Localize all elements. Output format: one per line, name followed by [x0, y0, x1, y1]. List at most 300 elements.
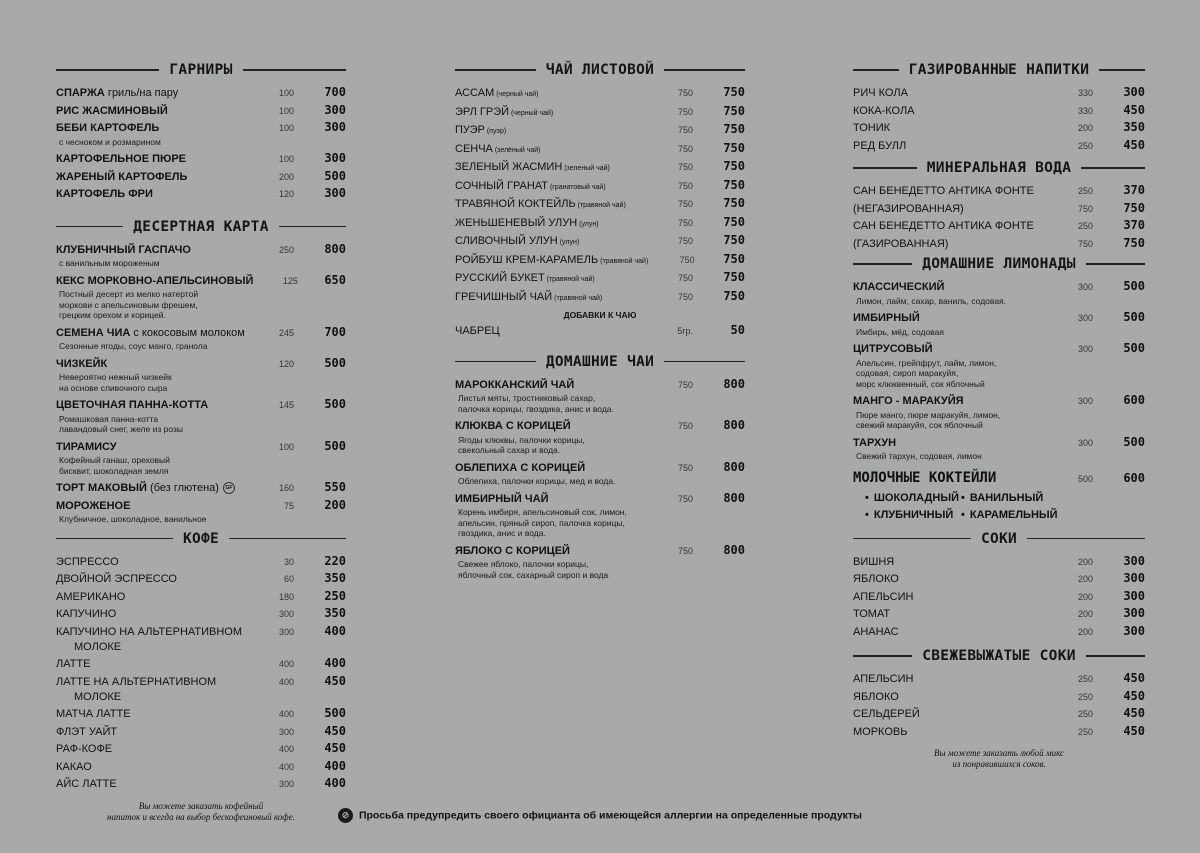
menu-item-row [853, 706, 1145, 723]
menu-item-row [455, 141, 745, 159]
menu-item-row [56, 325, 346, 342]
item-title: РИЧ КОЛА [853, 87, 908, 99]
section-header [56, 219, 346, 235]
description-line: Ягоды клюквы, палочки корицы, [458, 434, 585, 445]
item-type: (гранатовый чай) [548, 183, 606, 191]
item-name [56, 777, 246, 793]
item-price: 750 [723, 140, 745, 155]
item-name [455, 253, 648, 270]
menu-item-row [455, 270, 745, 288]
description-line: апельсин, пряный сироп, палочка корицы, [458, 517, 625, 528]
item-title: КЕКС МОРКОВНО-АПЕЛЬСИНОВЫЙ [56, 274, 254, 287]
item-price: 50 [730, 323, 745, 337]
menu-item-row [853, 689, 1145, 706]
divider-line [243, 69, 346, 70]
menu-item-row [56, 498, 346, 515]
menu-item-row [455, 85, 745, 103]
divider-line [1086, 655, 1145, 656]
item-name [56, 725, 246, 741]
divider-line [664, 69, 745, 70]
divider-line [853, 167, 917, 168]
item-volume: 180 [278, 591, 294, 602]
description-line: Сезонные ягоды, соус манго, гранола [59, 341, 208, 351]
item-name [853, 607, 1045, 623]
item-type: (травяной чай) [544, 276, 595, 283]
menu-item-row [56, 151, 346, 168]
item-volume: 250 [1077, 674, 1093, 684]
item-extra: гриль/на пару [104, 87, 179, 99]
menu-item-row [56, 776, 346, 793]
item-name [853, 342, 1045, 358]
divider-line [853, 263, 912, 264]
menu-item [455, 104, 745, 122]
note-line: Вы можете заказать кофейный [138, 800, 264, 811]
description-line: Постный десерт из мелко натертой [59, 289, 199, 299]
menu-item-row [56, 706, 346, 723]
menu-item-row [455, 178, 745, 196]
item-title: ФЛЭТ УАЙТ [56, 725, 118, 738]
item-volume: 750 [677, 273, 693, 283]
item-name [455, 419, 645, 435]
item-description [56, 258, 346, 269]
menu-item-row [853, 218, 1145, 235]
item-name [56, 398, 246, 414]
item-type: (улун) [557, 239, 580, 246]
menu-item [853, 689, 1145, 706]
item-price: 800 [723, 490, 745, 505]
description-line: содовая, сироп маракуйя, [856, 368, 959, 378]
note-line: напиток и всегда на выбор бескофеиновый кофе. [107, 811, 295, 822]
item-name [455, 234, 645, 251]
section-title: ДОМАШНИЕ ЛИМОНАДЫ [922, 256, 1076, 272]
menu-item [56, 741, 346, 758]
item-volume: 330 [1077, 105, 1093, 116]
item-type: (зеленый чай) [562, 165, 610, 172]
item-title: ЭСПРЕССО [56, 555, 119, 568]
menu-item [56, 103, 346, 120]
divider-line [455, 69, 536, 70]
item-volume: 300 [278, 726, 294, 737]
menu-item-row [56, 759, 346, 776]
divider-line [56, 69, 159, 70]
item-volume: 245 [278, 327, 294, 338]
item-price: 500 [324, 168, 346, 183]
menu-item [56, 325, 346, 352]
menu-item [853, 393, 1145, 431]
item-description [56, 341, 346, 352]
description-line: Облепиха, палочки корицы, мед и вода. [458, 476, 616, 486]
milkshake-header [853, 470, 1145, 486]
item-volume: 750 [1077, 203, 1093, 214]
item-title: СЕНЧА [455, 142, 493, 155]
menu-item [455, 233, 745, 251]
item-volume: 750 [1077, 238, 1093, 249]
description-line: с чесноком и розмарином [59, 136, 161, 147]
item-title: БЕБИ КАРТОФЕЛЬ [56, 122, 160, 134]
item-name [853, 237, 1045, 253]
item-name [853, 590, 1045, 606]
item-title: ТОМАТ [853, 608, 891, 620]
item-title: МАРОККАНСКИЙ ЧАЙ [455, 378, 575, 391]
item-title: ТОНИК [853, 122, 891, 134]
item-name [56, 481, 246, 497]
item-title: ЧАБРЕЦ [455, 325, 500, 337]
description-line: грецким орехом и корицей. [59, 310, 166, 320]
item-title: СОЧНЫЙ ГРАНАТ [455, 179, 549, 192]
item-volume: 400 [278, 659, 294, 669]
menu-item-row [853, 435, 1145, 452]
menu-item-row [56, 120, 346, 137]
milkshake-option: • ВАНИЛЬНЫЙ [961, 492, 1111, 504]
item-title: КОКА-КОЛА [853, 104, 915, 117]
item-volume: 200 [1077, 556, 1093, 567]
item-name [56, 607, 246, 623]
item-volume: 300 [1077, 437, 1093, 448]
section-header [56, 62, 346, 78]
item-price: 450 [324, 723, 346, 738]
item-price: 750 [723, 233, 745, 247]
item-price: 450 [324, 673, 346, 688]
section-title: ДОМАШНИЕ ЧАИ [545, 353, 655, 370]
menu-item [56, 186, 346, 203]
item-description [455, 393, 745, 414]
item-extra: (без глютена) [146, 482, 219, 494]
item-name [56, 657, 246, 673]
item-price: 300 [1123, 606, 1145, 620]
item-volume: 250 [278, 244, 294, 255]
menu-item-row [853, 120, 1145, 137]
item-name [853, 436, 1045, 452]
item-name [853, 86, 1045, 102]
item-volume: 145 [278, 400, 294, 410]
item-price: 800 [324, 241, 346, 256]
item-title: ЧИЗКЕЙК [56, 357, 108, 370]
item-title: АНАНАС [853, 625, 899, 638]
item-name [56, 170, 246, 186]
menu-item-row [56, 741, 346, 758]
menu-item [56, 571, 346, 588]
menu-item [56, 439, 346, 477]
description-line: Кофейный ганаш, ореховый [59, 455, 170, 465]
item-volume: 750 [677, 379, 693, 390]
description-line: Невероятно нежный чизкейк [59, 372, 172, 382]
item-name [56, 625, 246, 641]
description-line: на основе сливочного сыра [59, 382, 168, 393]
item-title: ЯБЛОКО [853, 573, 899, 585]
menu-item-row [853, 138, 1145, 155]
menu-item [56, 656, 346, 673]
menu-item-row [56, 480, 346, 497]
item-volume: 100 [278, 88, 294, 98]
menu-item [56, 498, 346, 525]
item-name [853, 202, 1045, 218]
item-title: ПУЭР [455, 124, 485, 136]
item-description [853, 296, 1145, 307]
item-volume: 250 [1077, 186, 1093, 196]
menu-item [853, 624, 1145, 641]
section-title: ЧАЙ ЛИСТОВОЙ [545, 62, 655, 78]
item-title: КЛУБНИЧНЫЙ ГАСПАЧО [56, 243, 191, 256]
item-title: ТРАВЯНОЙ КОКТЕЙЛЬ [455, 198, 576, 210]
item-volume: 160 [278, 483, 294, 493]
menu-item [56, 776, 346, 793]
item-price: 750 [723, 270, 745, 284]
menu-item-row [455, 460, 745, 477]
item-name [455, 123, 645, 140]
item-volume: 750 [677, 236, 693, 246]
item-volume: 250 [1077, 221, 1093, 231]
item-volume: 100 [278, 105, 294, 116]
menu-item-row [455, 543, 745, 560]
milkshake-volume: 500 [1077, 473, 1093, 484]
item-volume: 300 [278, 626, 294, 637]
description-line: свекольный сахар и вода. [458, 445, 561, 455]
item-name [853, 672, 1045, 688]
menu-item [853, 183, 1145, 200]
divider-line [853, 538, 971, 539]
item-name [853, 139, 1045, 155]
description-line: гвоздика, анис и вода. [458, 528, 546, 538]
item-price: 350 [1123, 120, 1145, 134]
item-name [853, 572, 1045, 588]
menu-item [853, 201, 1145, 218]
allergy-footer [0, 808, 1200, 823]
menu-item-row [56, 356, 346, 373]
menu-item [56, 724, 346, 741]
menu-item [853, 85, 1145, 102]
item-price: 300 [324, 102, 346, 117]
menu-item-row [455, 233, 745, 251]
menu-item [853, 554, 1145, 571]
section-header [853, 62, 1145, 78]
menu-item [853, 236, 1145, 253]
item-description [56, 414, 346, 435]
item-volume: 250 [1077, 726, 1093, 737]
menu-item [56, 674, 346, 706]
menu-item-row [853, 279, 1145, 296]
item-price: 500 [324, 355, 346, 370]
item-title: ЯБЛОКО С КОРИЦЕЙ [455, 544, 570, 557]
item-name-continued: МОЛОКЕ [74, 691, 122, 703]
item-volume: 300 [278, 779, 294, 789]
item-name [455, 86, 645, 103]
item-price: 750 [723, 214, 745, 229]
item-price: 250 [324, 588, 346, 603]
item-title: КАРТОФЕЛЬНОЕ ПЮРЕ [56, 153, 187, 165]
description-line: Ромашковая панна-котта [59, 413, 159, 424]
item-name [455, 492, 645, 508]
menu-item [455, 159, 745, 177]
item-price: 650 [324, 272, 346, 287]
item-extra: с кокосовым молоком [130, 326, 245, 339]
divider-line [1086, 263, 1145, 264]
menu-item-row [853, 310, 1145, 327]
menu-item-row [56, 273, 346, 290]
item-name-continued: МОЛОКЕ [74, 641, 122, 653]
item-name [853, 625, 1045, 641]
menu-item-row [56, 439, 346, 456]
item-name [455, 105, 645, 122]
item-name [853, 219, 1045, 235]
item-volume: 750 [677, 199, 693, 209]
menu-item-row [455, 104, 745, 122]
item-title: СЕЛЬДЕРЕЙ [853, 708, 920, 720]
menu-item-row [455, 491, 745, 508]
item-type: (зелёный чай) [492, 146, 541, 154]
item-volume: 300 [1077, 344, 1093, 354]
item-price: 450 [324, 741, 346, 755]
item-volume: 750 [677, 106, 693, 117]
item-volume: 200 [1077, 609, 1093, 619]
item-price: 400 [324, 776, 346, 790]
menu-item-row [853, 554, 1145, 571]
item-price: 450 [1123, 688, 1145, 703]
menu-item-row [455, 289, 745, 307]
item-price: 800 [723, 459, 745, 474]
section-title: КОФЕ [182, 530, 220, 547]
item-title: ОБЛЕПИХА С КОРИЦЕЙ [455, 461, 586, 474]
description-line: Корень имбиря, апельсиновый сок, лимон, [458, 507, 627, 517]
item-title: ЖЕНЬШЕНЕВЫЙ УЛУН [455, 216, 578, 229]
description-line: яблочный сок, сахарный сироп и вода [458, 569, 609, 580]
milkshake-option: • ШОКОЛАДНЫЙ [865, 492, 961, 504]
divider-line [279, 226, 346, 227]
item-name [853, 121, 1045, 137]
menu-item-row [455, 196, 745, 214]
item-price: 350 [324, 571, 346, 585]
menu-item [853, 606, 1145, 623]
item-price: 450 [1123, 723, 1145, 738]
item-title: МОРОЖЕНОЕ [56, 499, 131, 512]
divider-line [1081, 167, 1145, 168]
item-price: 400 [324, 623, 346, 638]
item-name [455, 197, 645, 214]
item-price: 700 [324, 324, 346, 339]
item-name [455, 324, 645, 340]
item-price: 300 [1123, 588, 1145, 603]
menu-item-row [853, 236, 1145, 253]
menu-item [56, 151, 346, 168]
item-title: МАНГО - МАРАКУЙЯ [853, 395, 964, 407]
item-description [455, 476, 745, 487]
item-price: 500 [324, 397, 346, 411]
item-price: 300 [1123, 571, 1145, 585]
menu-item [853, 138, 1145, 155]
menu-item [853, 671, 1145, 688]
menu-column-2 [455, 62, 745, 584]
section-title: МИНЕРАЛЬНАЯ ВОДА [926, 160, 1072, 176]
item-type: (черный чай) [509, 109, 554, 117]
section-header [853, 160, 1145, 176]
item-volume: 200 [278, 171, 294, 182]
item-title: КАКАО [56, 760, 92, 773]
item-volume: 750 [677, 88, 693, 98]
section-header [455, 62, 745, 78]
item-price: 400 [324, 758, 346, 773]
item-title: КАРТОФЕЛЬ ФРИ [56, 188, 153, 200]
menu-item [455, 122, 745, 140]
item-type: (улун) [577, 220, 599, 228]
gluten-free-icon: GF [223, 482, 235, 494]
item-volume: 100 [278, 123, 294, 133]
menu-item [56, 480, 346, 497]
menu-item [455, 178, 745, 196]
item-price: 750 [1123, 200, 1145, 215]
item-name [455, 544, 645, 560]
item-volume: 300 [278, 609, 294, 619]
item-title: ВИШНЯ [853, 555, 895, 568]
item-title: РОЙБУШ КРЕМ-КАРАМЕЛЬ [455, 253, 599, 266]
item-price: 700 [324, 85, 346, 99]
item-price: 370 [1123, 183, 1145, 197]
menu-item [455, 289, 745, 307]
item-name [853, 104, 1045, 120]
divider-line [664, 361, 745, 362]
item-price: 500 [1123, 341, 1145, 355]
menu-item-row [853, 393, 1145, 410]
note-line: из понравившихся соков. [952, 759, 1046, 769]
menu-item [455, 215, 745, 233]
menu-item [56, 120, 346, 147]
menu-item [853, 571, 1145, 588]
item-title: ЛАТТЕ НА АЛЬТЕРНАТИВНОМ [56, 675, 217, 688]
item-name [455, 142, 645, 159]
menu-item-row [853, 341, 1145, 358]
description-line: Пюре манго, пюре маракуйя, лимон, [856, 409, 1001, 420]
item-description [853, 327, 1145, 338]
item-name [853, 394, 1045, 410]
item-title: ЦВЕТОЧНАЯ ПАННА-КОТТА [56, 399, 209, 411]
item-name [853, 311, 1045, 327]
item-title: КЛЮКВА С КОРИЦЕЙ [455, 420, 571, 432]
menu-item [56, 397, 346, 435]
description-line: Листья мяты, тростниковый сахар, [458, 393, 596, 403]
item-price: 450 [1123, 102, 1145, 117]
divider-line [853, 69, 899, 70]
item-name [56, 760, 246, 776]
item-title: КАПУЧИНО [56, 608, 117, 620]
item-price: 500 [324, 438, 346, 453]
item-volume: 750 [677, 143, 693, 154]
item-type: (травяной чай) [575, 202, 626, 209]
item-name [56, 86, 246, 102]
menu-item-row [56, 656, 346, 673]
item-price: 750 [723, 122, 745, 136]
item-description [56, 289, 346, 321]
milkshake-option: • КЛУБНИЧНЫЙ [865, 509, 961, 521]
description-line: Имбирь, мёд, содовая [856, 326, 944, 337]
menu-item-row [853, 201, 1145, 218]
item-title: РУССКИЙ БУКЕТ [455, 272, 545, 284]
note-line: Вы можете заказать любой микс [933, 748, 1064, 758]
item-title: ИМБИРНЫЙ [853, 312, 920, 324]
item-price: 500 [1123, 310, 1145, 324]
menu-item-row [853, 571, 1145, 588]
item-name [56, 572, 246, 588]
item-price: 450 [1123, 137, 1145, 152]
item-volume: 200 [1077, 123, 1093, 133]
menu-item-row [455, 122, 745, 140]
divider-line [853, 655, 912, 656]
item-title: ЖАРЕНЫЙ КАРТОФЕЛЬ [56, 170, 188, 183]
menu-item-row [56, 103, 346, 120]
milkshake-price: 600 [1123, 470, 1145, 485]
item-title: ЭРЛ ГРЭЙ [455, 105, 510, 118]
menu-item-row [455, 215, 745, 233]
item-volume: 200 [1077, 626, 1093, 637]
item-name [56, 274, 253, 290]
item-name [455, 378, 645, 394]
